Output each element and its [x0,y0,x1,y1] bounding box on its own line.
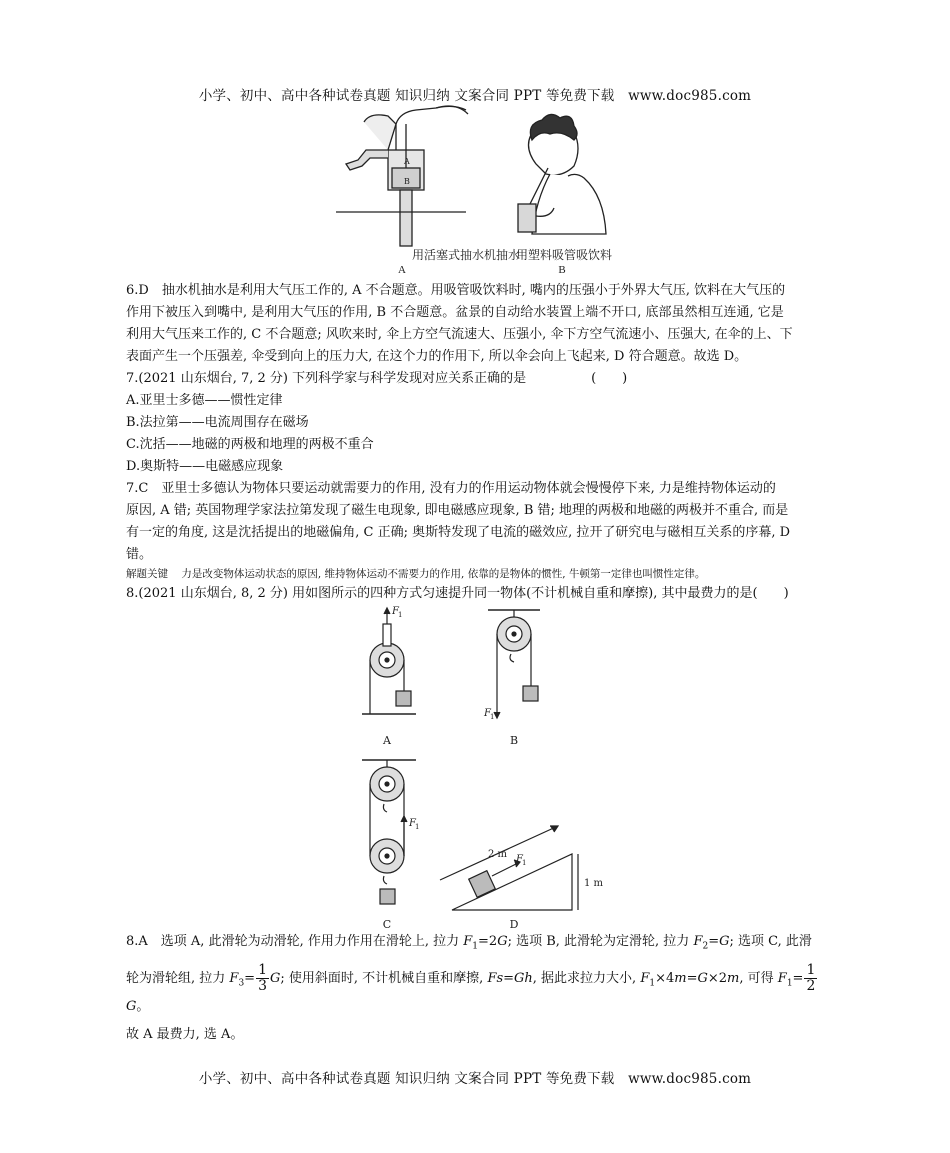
q7-option-d: D.奥斯特——电磁感应现象 [126,459,284,474]
pulley-setup-b [488,610,540,718]
piston-pump-drawing [336,106,468,246]
height-label: 1 m [584,878,604,889]
fraction-one-half: $\frac{1}{2}$ [806,961,816,994]
force-b-label: F [484,708,491,719]
key-point [126,566,826,582]
figure-pump-and-straw [336,104,626,276]
page-header: 小学、初中、高中各种试卷真题 知识归纳 文案合同 PPT 等免费下载 www.doc985.com [198,88,752,104]
setup-c-letter: C [382,918,392,931]
caption-b-letter: B [558,264,566,276]
q8-answer-line1: 8.A 选项 A, 此滑轮为动滑轮, 作用力作用在滑轮上, 拉力 $F_1=2G$; 选项 B, 此滑轮为定滑轮, 拉力 $F_2=G$; 选项 C, 此滑 [126,934,812,952]
q8-answer [126,930,826,1047]
q7-answer-line1: 7.C 亚里士多德认为物体只要运动就需要力的作用, 没有力的作用运动物体就会慢慢停下来, 力是维持物体运动的 [126,481,776,496]
q7-answer-line2: 原因, A 错; 英国物理学家法拉第发现了磁生电现象, 即电磁感应现象, B 错; 地理的两极和地磁的两极并不重合, 而是 [126,503,789,518]
pulley-setup-a [362,608,416,714]
q7 [126,368,826,478]
q6-answer [126,280,826,368]
force-c-label: F [409,818,416,829]
setup-d-letter: D [509,918,519,931]
slope-length-label: 2 m [488,849,508,860]
force-a-label: F [392,606,399,617]
caption-a-letter: A [398,264,406,276]
q7-answer [126,478,826,566]
setup-a-letter: A [383,734,391,747]
q6-answer-line4: 表面产生一个压强差, 伞受到向上的压力大, 在这个力的作用下, 所以伞会向上飞起来, D 符合题意。故选 D。 [126,349,748,364]
q8-answer-line3: 故 A 最费力, 选 A。 [126,1027,244,1043]
q6-answer-line1: 6.D 抽水机抽水是利用大气压工作的, A 不合题意。用吸管吸饮料时, 嘴内的压强小于外界大气压, 饮料在大气压的 [126,283,786,298]
pulley-setup-c [362,760,416,904]
q7-stem: 7.(2021 山东烟台, 7, 2 分) 下列科学家与科学发现对应关系正确的是 ( ) [126,371,628,386]
q7-option-a: A.亚里士多德——惯性定律 [126,393,283,408]
fraction-one-third: $\frac{1}{3}$ [258,961,267,994]
q7-answer-line4: 错。 [126,547,153,562]
force-d-sub: 1 [522,859,527,867]
caption-b: 用塑料吸管吸饮料 [515,248,613,262]
q7-option-c: C.沈括——地磁的两极和地理的两极不重合 [126,437,374,452]
incline-setup-d [440,826,578,910]
caption-a: 用活塞式抽水机抽水 [411,248,521,262]
svg-text:A: A [404,157,410,166]
figure-pulleys-and-incline [340,604,610,934]
key-point-text: 力是改变物体运动状态的原因, 维持物体运动不需要力的作用, 依靠的是物体的惯性, 牛顿第一定律也叫惯性定律。 [181,568,706,580]
svg-text:B: B [404,177,410,186]
force-b-sub: 1 [490,713,495,721]
q6-answer-line3: 利用大气压来工作的, C 不合题意; 风吹来时, 伞上方空气流速大、压强小, 伞下方空气流速小、压强大, 在伞的上、下 [126,327,793,342]
key-point-label: 解题关键 [126,568,168,580]
boy-with-straw-drawing [518,114,606,234]
q8-answer-line2: 轮为滑轮组, 拉力 $F_3=$ $\frac{1}{3}$ G; 使用斜面时, 不计机械自重和摩擦, Fs=Gh, 据此求拉力大小, $F_1\times 4m=G\times 2m$, 可得 $F_1=$ $\frac{1}{2}$ G。 [126,961,816,1015]
force-d-label: F [516,854,523,865]
setup-b-letter: B [509,734,519,747]
q6-answer-line2: 作用下被压入到嘴中, 是利用大气压的作用, B 不合题意。盆景的自动给水装置上端不开口, 底部虽然相互连通, 它是 [126,305,784,320]
force-a-sub: 1 [398,611,403,619]
q8-stem: 8.(2021 山东烟台, 8, 2 分) 用如图所示的四种方式匀速提升同一物体(不计机械自重和摩擦), 其中最费力的是( ) [126,586,789,601]
q7-option-b: B.法拉第——电流周围存在磁场 [126,415,309,430]
force-c-sub: 1 [415,823,420,831]
page-footer: 小学、初中、高中各种试卷真题 知识归纳 文案合同 PPT 等免费下载 www.doc985.com [198,1071,752,1087]
q7-answer-line3: 有一定的角度, 这是沈括提出的地磁偏角, C 正确; 奥斯特发现了电流的磁效应, 拉开了研究电与磁相互关系的序幕, D [126,525,791,540]
